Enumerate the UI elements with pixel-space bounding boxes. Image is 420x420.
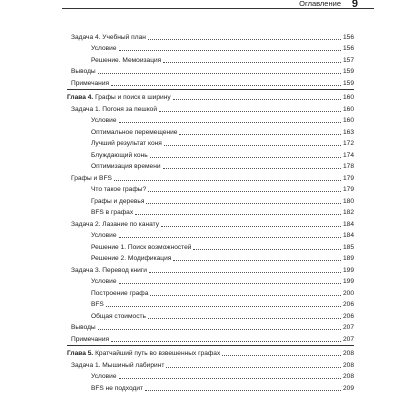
- dot-leader: [149, 272, 341, 273]
- toc-page-number: 207: [342, 324, 354, 331]
- toc-entry-title: [91, 198, 145, 206]
- toc-entry[interactable]: [67, 321, 354, 333]
- dot-leader: [193, 249, 341, 250]
- toc-entry-title: [91, 140, 163, 148]
- toc-entry[interactable]: [67, 65, 354, 77]
- header-rule: [62, 8, 374, 9]
- toc-entry-title: [71, 362, 165, 370]
- toc-entry-title: [71, 106, 158, 114]
- toc-entry-label: Графы и деревья: [91, 197, 145, 205]
- dot-leader: [111, 341, 341, 342]
- toc-entry-label: Условие: [91, 117, 117, 124]
- toc-page-number: 163: [342, 128, 354, 136]
- toc-entry[interactable]: [67, 114, 354, 126]
- toc-page-number: 206: [342, 301, 354, 308]
- toc-entry-label: Оптимизация времени: [91, 163, 161, 170]
- toc-entry[interactable]: [67, 252, 354, 264]
- toc-entry[interactable]: [67, 42, 354, 54]
- toc-entry[interactable]: [67, 217, 354, 229]
- toc-entry[interactable]: [67, 125, 354, 137]
- toc-entry-title: [91, 117, 118, 125]
- toc-entry-title: [91, 163, 162, 171]
- dot-leader: [119, 237, 341, 238]
- toc-page-number: 179: [342, 174, 354, 182]
- dot-leader: [164, 145, 341, 146]
- toc-entry-label: Решение. Мемоизация: [91, 56, 162, 64]
- chapter-prefix: Глава 5.: [67, 350, 94, 357]
- toc-entry-label: Графы и BFS: [71, 174, 112, 182]
- toc-page-number: 160: [342, 94, 354, 101]
- dot-leader: [146, 203, 341, 204]
- toc-entry-label: BFS: [91, 301, 104, 308]
- dot-leader: [163, 168, 341, 169]
- toc-entry-title: [91, 301, 105, 309]
- toc-entry[interactable]: [67, 263, 354, 275]
- toc-entry[interactable]: [67, 240, 354, 252]
- toc-entry-label: Условие: [91, 373, 117, 380]
- toc-entry-title: [71, 80, 110, 88]
- toc-entry[interactable]: [67, 183, 354, 195]
- toc-entry-title: [91, 57, 162, 65]
- dot-leader: [119, 378, 341, 379]
- toc-entry[interactable]: [67, 30, 354, 42]
- dot-leader: [119, 50, 341, 51]
- toc-page-number: 189: [342, 255, 354, 262]
- toc-page-number: 174: [342, 151, 354, 159]
- toc-page-number: 199: [342, 278, 354, 285]
- toc-page-number: 208: [342, 373, 354, 380]
- dot-leader: [159, 111, 341, 112]
- chapter-separator: [67, 345, 354, 346]
- page-header: [0, 0, 420, 14]
- toc-entry[interactable]: [67, 53, 354, 65]
- dot-leader: [119, 283, 341, 284]
- toc-entry[interactable]: [67, 298, 354, 310]
- toc-page-number: 156: [342, 45, 354, 52]
- toc-entry-title: [71, 336, 110, 344]
- toc-entry-title: [91, 232, 118, 240]
- toc-entry-label: Что такое графы?: [91, 186, 147, 193]
- toc-entry-title: [91, 278, 118, 286]
- toc-page-number: 208: [342, 361, 354, 369]
- toc-page-number: 178: [342, 163, 354, 170]
- toc-entry-title: [91, 313, 147, 321]
- toc-page-number: 184: [342, 220, 354, 228]
- toc-page-number: 156: [342, 33, 354, 41]
- dot-leader: [161, 226, 341, 227]
- toc-entry-title: [71, 34, 147, 42]
- dot-leader: [163, 62, 341, 63]
- toc-entry[interactable]: [67, 286, 354, 298]
- toc-page-number: 179: [342, 186, 354, 193]
- toc-entry[interactable]: [67, 102, 354, 114]
- toc-entry-title: [91, 290, 149, 298]
- toc-entry-title: [67, 94, 172, 102]
- toc-page-number: 160: [342, 105, 354, 113]
- toc-entry-title: [91, 186, 147, 194]
- toc-page-number: 160: [342, 117, 354, 124]
- table-of-contents: [67, 30, 354, 393]
- toc-entry-title: [71, 324, 97, 332]
- toc-entry-title: [91, 373, 118, 381]
- toc-entry-label: BFS в графах: [91, 209, 134, 216]
- dot-leader: [148, 39, 341, 40]
- toc-entry-title: [91, 129, 178, 137]
- dot-leader: [148, 318, 341, 319]
- dot-leader: [150, 295, 341, 296]
- toc-entry-title: [91, 209, 134, 217]
- toc-entry[interactable]: [67, 206, 354, 218]
- toc-page-number: 172: [342, 140, 354, 147]
- toc-entry-label: Условие: [91, 45, 117, 52]
- dot-leader: [135, 214, 341, 215]
- toc-entry-title: [67, 350, 221, 358]
- toc-page-number: 208: [342, 350, 354, 357]
- dot-leader: [114, 180, 341, 181]
- toc-entry-label: Задача 3. Перевод книги: [71, 266, 147, 274]
- dot-leader: [145, 390, 341, 391]
- toc-page-number: 159: [342, 68, 354, 75]
- toc-entry-label: Выводы: [71, 68, 96, 75]
- toc-page-number: 180: [342, 197, 354, 205]
- toc-entry-label: Решение 2. Модификация: [91, 255, 172, 262]
- toc-entry[interactable]: [67, 194, 354, 206]
- toc-entry-label: Оптимальное перемещение: [91, 128, 178, 136]
- toc-page-number: 207: [342, 335, 354, 343]
- toc-entry[interactable]: [67, 381, 354, 393]
- toc-entry-title: [71, 267, 148, 275]
- toc-page-number: 184: [342, 232, 354, 239]
- toc-entry-label: Примечания: [71, 79, 110, 87]
- toc-entry-label: Условие: [91, 232, 117, 239]
- toc-entry[interactable]: [67, 229, 354, 241]
- toc-entry-label: Графы и поиск в ширину: [93, 94, 171, 101]
- toc-page-number: 209: [342, 384, 354, 392]
- chapter-separator: [67, 89, 354, 90]
- dot-leader: [106, 306, 341, 307]
- toc-entry-label: Лучший результат коня: [91, 140, 162, 147]
- toc-entry-label: Блуждающий конь: [91, 151, 148, 159]
- toc-page-number: 199: [342, 266, 354, 274]
- toc-page-number: 200: [342, 289, 354, 297]
- toc-entry-label: Кратчайший путь во взвешенных графах: [93, 350, 221, 357]
- toc-entry[interactable]: [67, 370, 354, 382]
- toc-entry[interactable]: [67, 171, 354, 183]
- toc-entry-title: [91, 255, 172, 263]
- toc-entry-label: Построение графа: [91, 289, 149, 297]
- toc-entry-label: Задача 2. Лазание по канату: [71, 220, 160, 228]
- page-number: 9: [351, 0, 358, 10]
- toc-page-number: 157: [342, 56, 354, 64]
- toc-entry-label: Решение 1. Поиск возможностей: [91, 243, 192, 251]
- dot-leader: [98, 73, 341, 74]
- dot-leader: [173, 99, 341, 100]
- toc-entry[interactable]: [67, 160, 354, 172]
- dot-leader: [150, 157, 341, 158]
- dot-leader: [111, 85, 341, 86]
- toc-entry-label: BFS не подходит: [91, 384, 144, 392]
- header-title: Оглавление: [296, 0, 344, 8]
- toc-entry[interactable]: [67, 76, 354, 88]
- toc-entry-title: [71, 221, 160, 229]
- toc-entry-label: Задача 1. Мышиный лабиринт: [71, 361, 165, 369]
- dot-leader: [222, 355, 341, 356]
- toc-entry[interactable]: [67, 309, 354, 321]
- toc-entry-title: [71, 68, 97, 76]
- toc-entry[interactable]: [67, 332, 354, 344]
- toc-entry-title: [91, 244, 192, 252]
- toc-chapter-entry[interactable]: [67, 91, 354, 103]
- dot-leader: [119, 122, 341, 123]
- dot-leader: [173, 260, 341, 261]
- dot-leader: [98, 329, 341, 330]
- toc-page-number: 159: [342, 79, 354, 87]
- toc-entry-label: Условие: [91, 278, 117, 285]
- toc-entry-label: Выводы: [71, 324, 96, 331]
- dot-leader: [148, 191, 341, 192]
- toc-chapter-entry[interactable]: [67, 347, 354, 359]
- toc-page-number: 185: [342, 243, 354, 251]
- toc-entry-title: [71, 175, 113, 183]
- toc-entry[interactable]: [67, 148, 354, 160]
- toc-entry-title: [91, 152, 149, 160]
- dot-leader: [179, 134, 341, 135]
- toc-entry[interactable]: [67, 137, 354, 149]
- toc-page-number: 182: [342, 209, 354, 216]
- toc-entry-label: Примечания: [71, 335, 110, 343]
- toc-page-number: 206: [342, 312, 354, 320]
- toc-entry-label: Общая стоимость: [91, 312, 146, 320]
- toc-entry[interactable]: [67, 358, 354, 370]
- toc-entry-title: [91, 385, 144, 393]
- toc-entry[interactable]: [67, 275, 354, 287]
- toc-entry-label: Задача 1. Погоня за пешкой: [71, 105, 158, 113]
- chapter-prefix: Глава 4.: [67, 94, 94, 101]
- toc-entry-title: [91, 45, 118, 53]
- toc-entry-label: Задача 4. Учебный план: [71, 33, 146, 41]
- dot-leader: [166, 367, 341, 368]
